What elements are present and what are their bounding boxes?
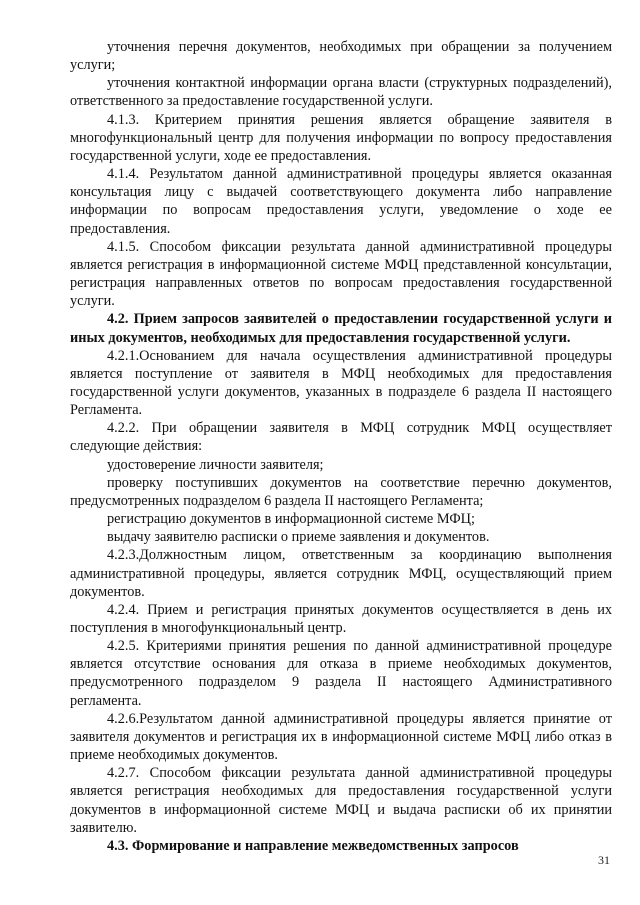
paragraph-4-2-4: 4.2.4. Прием и регистрация принятых документов осуществляется в день их поступления в многофункциональный центр. bbox=[70, 601, 612, 636]
paragraph-4-2-5: 4.2.5. Критериями принятия решения по данной административной процедуре является отсутствие основания для отказа в приеме необходимых документов, предусмотренного подразделом 9 раздела II настоящего Административного регламента. bbox=[70, 638, 612, 709]
paragraph-2: уточнения контактной информации органа власти (структурных подразделений), ответственного за предоставление государственной услуги. bbox=[70, 75, 612, 110]
paragraph-4-1-4: 4.1.4. Результатом данной административной процедуры является оказанная консультация лицу с выдачей соответствующего документа либо направление информации по вопросам предоставления услуги, уведомление о ходе ее предоставления. bbox=[70, 166, 612, 237]
paragraph-4-1-5: 4.1.5. Способом фиксации результата данной административной процедуры является регистрация в информационной системе МФЦ представленной консультации, регистрация направленных ответов по вопросам предоставления государственной услуги. bbox=[70, 238, 612, 310]
paragraph-4-2-3: 4.2.3.Должностным лицом, ответственным за координацию выполнения административной процедуры, является сотрудник МФЦ, осуществляющий прием документов. bbox=[70, 547, 612, 600]
section-heading-4-3: 4.3. Формирование и направление межведомственных запросов bbox=[107, 837, 519, 854]
paragraph-4-1-3: 4.1.3. Критерием принятия решения является обращение заявителя в многофункциональный центр для получения информации по вопросу предоставления государственной услуги, ходе ее предоставления. bbox=[70, 111, 612, 164]
paragraph-1: уточнения перечня документов, необходимых при обращении за получением услуги; bbox=[70, 39, 612, 74]
paragraph-4-2-2: 4.2.2. При обращении заявителя в МФЦ сотрудник МФЦ осуществляет следующие действия: bbox=[70, 420, 612, 455]
page-number: 31 bbox=[598, 853, 610, 867]
list-item-check-documents: проверку поступивших документов на соответствие перечню документов, предусмотренных подразделом 6 раздела II настоящего Регламента; bbox=[70, 474, 612, 509]
section-heading-4-2: 4.2. Прием запросов заявителей о предоставлении государственной услуги и иных документов, необходимых для предоставления государственной услуги. bbox=[70, 311, 612, 346]
list-item-identity: удостоверение личности заявителя; bbox=[107, 456, 324, 473]
paragraph-4-2-6: 4.2.6.Результатом данной административной процедуры является принятие от заявителя документов и регистрация их в информационной системе МФЦ либо отказ в приеме необходимых документов. bbox=[70, 710, 612, 764]
list-item-receipt: выдачу заявителю расписки о приеме заявления и документов. bbox=[107, 529, 490, 546]
list-item-registration: регистрацию документов в информационной системе МФЦ; bbox=[107, 511, 475, 528]
paragraph-4-2-1: 4.2.1.Основанием для начала осуществления административной процедуры является поступление от заявителя в МФЦ необходимых для предоставления государственной услуги документов, указанных в подразделе 6 раздела II настоящего Регламента. bbox=[70, 347, 612, 419]
paragraph-4-2-7: 4.2.7. Способом фиксации результата данной административной процедуры является регистрация необходимых для предоставления государственной услуги документов в информационной системе МФЦ и выдача расписки об их принятии заявителю. bbox=[70, 765, 612, 836]
